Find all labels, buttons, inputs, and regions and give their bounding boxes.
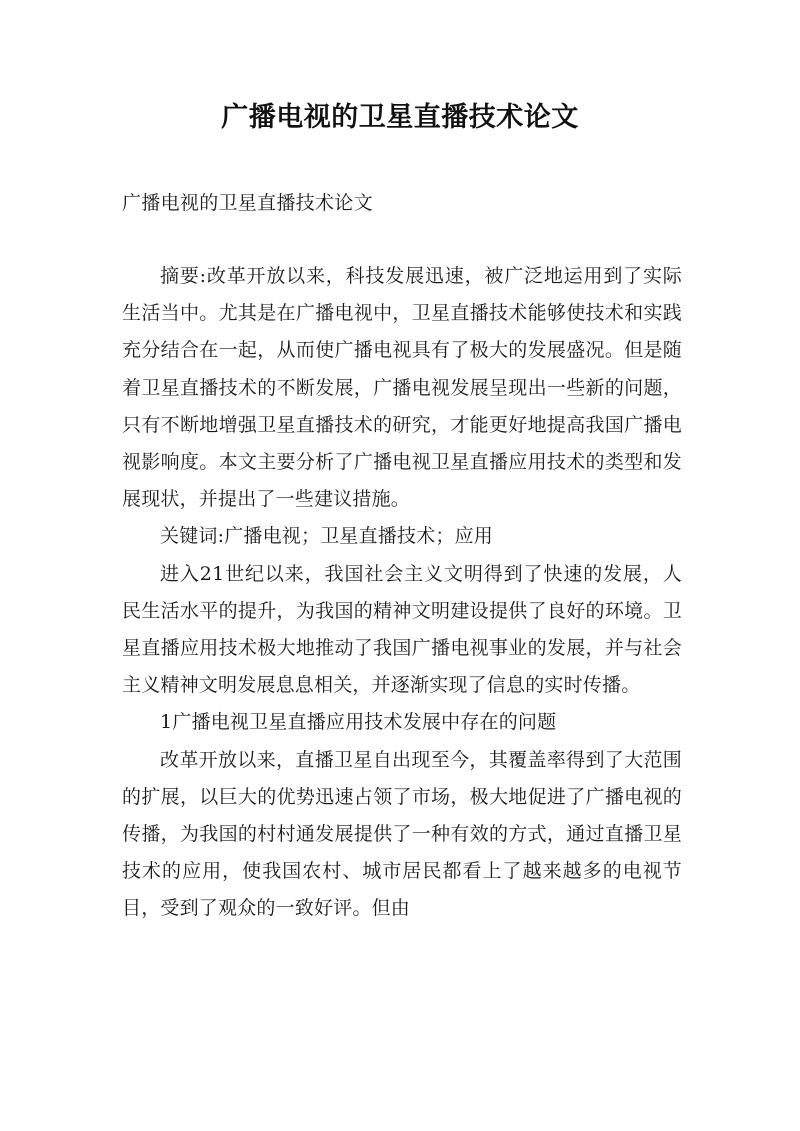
section-paragraph: 改革开放以来，直播卫星自出现至今，其覆盖率得到了大范围的扩展，以巨大的优势迅速占领了市场，极大地促进了广播电视的传播，为我国的村村通发展提供了一种有效的方式，通过直播卫星技术的应用，使我国农村、城市居民都看上了越来越多的电视节目，受到了观众的一致好评。但由 (122, 748, 682, 920)
intro-paragraph: 进入21世纪以来，我国社会主义文明得到了快速的发展，人民生活水平的提升，为我国的精神文明建设提供了良好的环境。卫星直播应用技术极大地推动了我国广播电视事业的发展，并与社会主义精神文明发展息息相关，并逐渐实现了信息的实时传播。 (122, 562, 682, 697)
abstract-paragraph: 摘要:改革开放以来，科技发展迅速，被广泛地运用到了实际生活当中。尤其是在广播电视中，卫星直播技术能够使技术和实践充分结合在一起，从而使广播电视具有了极大的发展盛况。但是随着卫星直播技术的不断发展，广播电视发展呈现出一些新的问题，只有不断地增强卫星直播技术的研究，才能更好地提高我国广播电视影响度。本文主要分析了广播电视卫星直播应用技术的类型和发展现状，并提出了一些建议措施。 (122, 265, 682, 511)
keywords-paragraph: 关键词:广播电视；卫星直播技术；应用 (160, 525, 494, 548)
document-body (122, 258, 682, 928)
document-subtitle: 广播电视的卫星直播技术论文 (122, 192, 373, 214)
document-title: 广播电视的卫星直播技术论文 (221, 102, 579, 133)
section-heading: 1广播电视卫星直播应用技术发展中存在的问题 (160, 711, 557, 734)
